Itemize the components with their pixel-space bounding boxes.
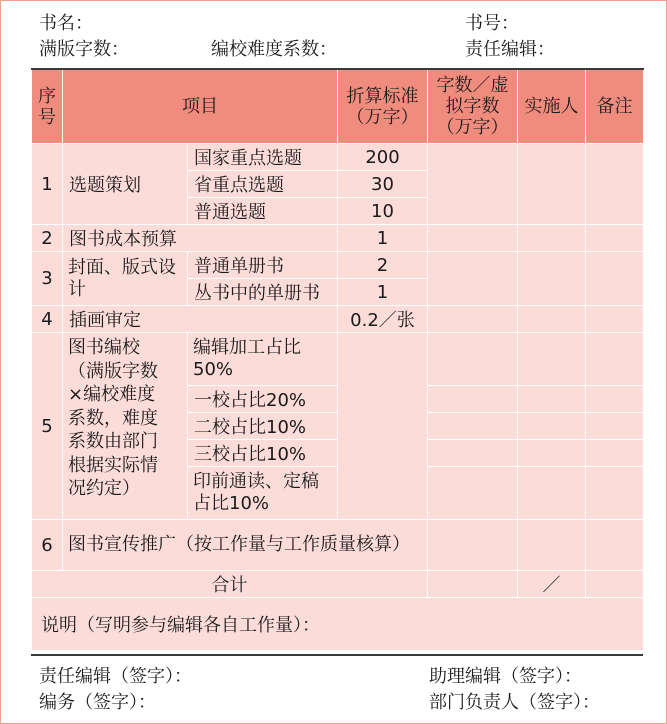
standard-cell bbox=[338, 333, 428, 520]
table-header-row bbox=[32, 69, 644, 144]
words-cell[interactable] bbox=[428, 440, 518, 467]
remark-cell[interactable] bbox=[586, 520, 644, 571]
executor-cell[interactable] bbox=[518, 413, 586, 440]
executor-slash: ／ bbox=[518, 571, 586, 598]
remark-cell[interactable] bbox=[586, 413, 644, 440]
remark-cell[interactable] bbox=[586, 252, 644, 306]
words-total-cell[interactable] bbox=[428, 571, 518, 598]
row-number: 4 bbox=[32, 306, 63, 333]
standard-value: 1 bbox=[338, 225, 428, 252]
standard-value: 10 bbox=[338, 198, 428, 225]
remark-cell[interactable] bbox=[586, 306, 644, 333]
table-row bbox=[32, 225, 644, 252]
item-label: 图书宣传推广（按工作量与工作质量核算） bbox=[63, 520, 428, 571]
editor-label: 责任编辑： bbox=[465, 39, 555, 60]
difficulty-coef-label: 编校难度系数： bbox=[211, 39, 337, 60]
book-no-label: 书号： bbox=[465, 13, 519, 34]
executor-cell[interactable] bbox=[518, 252, 586, 306]
book-name-label: 书名： bbox=[39, 13, 93, 34]
executor-cell[interactable] bbox=[518, 386, 586, 413]
executor-cell[interactable] bbox=[518, 333, 586, 386]
item-label: 封面、版式设计 bbox=[63, 252, 188, 306]
row-number: 2 bbox=[32, 225, 63, 252]
col-header-item: 项目 bbox=[63, 69, 338, 144]
row-number: 5 bbox=[32, 333, 63, 520]
remark-cell[interactable] bbox=[586, 333, 644, 386]
assistant-sign-label: 助理编辑（签字）： bbox=[429, 666, 582, 687]
words-cell[interactable] bbox=[428, 225, 518, 252]
words-cell[interactable] bbox=[428, 386, 518, 413]
sub-item-label: 国家重点选题 bbox=[188, 144, 338, 171]
sub-item-label: 二校占比10% bbox=[188, 413, 338, 440]
remark-cell[interactable] bbox=[586, 386, 644, 413]
standard-value: 30 bbox=[338, 171, 428, 198]
col-header-no: 序号 bbox=[32, 69, 63, 144]
words-cell[interactable] bbox=[428, 520, 518, 571]
workload-table bbox=[31, 68, 644, 651]
col-header-words: 字数／虚拟字数（万字） bbox=[428, 69, 518, 144]
words-cell[interactable] bbox=[428, 306, 518, 333]
item-label: 图书编校（满版字数×编校难度系数，难度系数由部门根据实际情况约定） bbox=[63, 333, 188, 520]
remark-cell[interactable] bbox=[586, 571, 644, 598]
words-cell[interactable] bbox=[428, 252, 518, 306]
note-row bbox=[32, 598, 644, 651]
table-row bbox=[32, 520, 644, 571]
total-row bbox=[32, 571, 644, 598]
sub-item-label: 普通单册书 bbox=[188, 252, 338, 279]
affairs-sign-label: 编务（签字）： bbox=[39, 692, 156, 713]
col-header-standard: 折算标准（万字） bbox=[338, 69, 428, 144]
full-word-count-label: 满版字数： bbox=[39, 39, 129, 60]
row-number: 6 bbox=[32, 520, 63, 571]
executor-cell[interactable] bbox=[518, 306, 586, 333]
words-cell[interactable] bbox=[428, 467, 518, 520]
col-header-remark: 备注 bbox=[586, 69, 644, 144]
executor-cell[interactable] bbox=[518, 520, 586, 571]
row-number: 1 bbox=[32, 144, 63, 225]
item-label: 图书成本预算 bbox=[63, 225, 338, 252]
note-text[interactable]: 说明（写明参与编辑各自工作量）： bbox=[32, 598, 644, 651]
executor-cell[interactable] bbox=[518, 440, 586, 467]
col-header-executor: 实施人 bbox=[518, 69, 586, 144]
executor-cell[interactable] bbox=[518, 467, 586, 520]
sub-item-label: 印前通读、定稿占比10% bbox=[188, 467, 338, 520]
table-row bbox=[32, 333, 644, 386]
words-cell[interactable] bbox=[428, 144, 518, 225]
item-label: 选题策划 bbox=[63, 144, 188, 225]
standard-value: 1 bbox=[338, 279, 428, 306]
remark-cell[interactable] bbox=[586, 440, 644, 467]
row-number: 3 bbox=[32, 252, 63, 306]
editor-sign-label: 责任编辑（签字）： bbox=[39, 666, 192, 687]
remark-cell[interactable] bbox=[586, 467, 644, 520]
sub-item-label: 三校占比10% bbox=[188, 440, 338, 467]
remark-cell[interactable] bbox=[586, 144, 644, 225]
sub-item-label: 普通选题 bbox=[188, 198, 338, 225]
standard-value: 200 bbox=[338, 144, 428, 171]
remark-cell[interactable] bbox=[586, 225, 644, 252]
executor-cell[interactable] bbox=[518, 144, 586, 225]
sub-item-label: 编辑加工占比50% bbox=[188, 333, 338, 386]
sub-item-label: 一校占比20% bbox=[188, 386, 338, 413]
executor-cell[interactable] bbox=[518, 225, 586, 252]
sub-item-label: 省重点选题 bbox=[188, 171, 338, 198]
dept-head-sign-label: 部门负责人（签字）： bbox=[429, 692, 600, 713]
standard-value: 0.2／张 bbox=[338, 306, 428, 333]
table-row bbox=[32, 144, 644, 171]
total-label: 合计 bbox=[32, 571, 428, 598]
standard-value: 2 bbox=[338, 252, 428, 279]
sub-item-label: 丛书中的单册书 bbox=[188, 279, 338, 306]
item-label: 插画审定 bbox=[63, 306, 338, 333]
words-cell[interactable] bbox=[428, 333, 518, 386]
table-row bbox=[32, 252, 644, 279]
table-row bbox=[32, 306, 644, 333]
words-cell[interactable] bbox=[428, 413, 518, 440]
bottom-rule bbox=[31, 654, 643, 656]
